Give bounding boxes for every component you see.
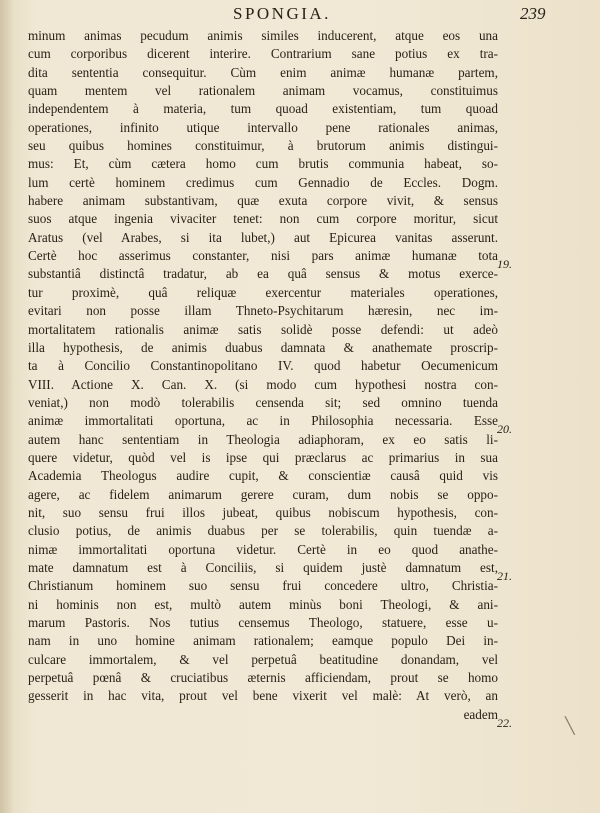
- text-line: mate damnatum est à Conciliis, si quidem justè damnatum est,: [28, 559, 498, 575]
- text-line: dita sententia consequitur. Cùm enim animæ humanæ partem,: [28, 64, 498, 80]
- margin-number: 22.: [497, 716, 512, 730]
- text-line: clusio potius, de animis duabus per se tolerabilis, quin tuendæ a-: [28, 523, 498, 539]
- print-mark: ╲: [565, 718, 575, 735]
- margin-number: 20.: [497, 422, 512, 436]
- text-line: Christianum hominem suo sensu frui concedere ultro, Christia-: [28, 578, 498, 594]
- text-line: mus: Et, cùm cætera homo cum brutis communia habeat, so-: [28, 156, 498, 172]
- text-line: VIII. Actione X. Can. X. (si modo cum hypothesi nostra con-: [28, 376, 498, 392]
- text-line: illa hypothesis, de animis duabus damnata & anathemate proscrip-: [28, 339, 498, 355]
- text-line: seu quibus homines constituimur, à brutorum animis distingui-: [28, 138, 498, 154]
- text-line: cum corporibus dicerent interire. Contrarium sane potius ex tra-: [28, 46, 498, 62]
- text-line: gesserit in hac vita, prout vel bene vixerit vel malè: At verò, an: [28, 688, 498, 704]
- text-line: quam mentem vel rationalem animam vocamus, constituimus: [28, 83, 498, 99]
- page-number: 239: [520, 4, 546, 23]
- text-line: culcare immortalem, & vel perpetuâ beatitudine donandam, vel: [28, 651, 498, 667]
- text-line: perpetuâ pœnâ & cruciatibus æternis afficiendam, prout se homo: [28, 670, 498, 686]
- text-line: quere videtur, quòd vel is ipse qui præclarus ac primarius in sua: [28, 449, 498, 465]
- text-line: Academia Theologus audire cupit, & conscientiæ causâ quid vis: [28, 468, 498, 484]
- text-line: mortalitatem rationalis animæ satis solidè posse defendi: ut adeò: [28, 321, 498, 337]
- margin-number: 21.: [497, 569, 512, 583]
- text-line: substantiâ distinctâ tradatur, ab ea quâ sensus & motus exerce-: [28, 266, 498, 282]
- text-line: nimæ immortalitati oportuna videtur. Certè in eo quod anathe-: [28, 541, 498, 557]
- catchword: eadem: [463, 706, 498, 722]
- running-title: SPONGIA.: [233, 4, 331, 23]
- text-line: tur proximè, quâ reliquæ exercentur materiales operationes,: [28, 284, 498, 300]
- text-line: veniat,) non modò tolerabilis censenda sit; sed omnino tuenda: [28, 394, 498, 410]
- text-line: lum certè hominem credimus cum Gennadio de Eccles. Dogm.: [28, 174, 498, 190]
- text-line: ni hominis non est, multò autem minùs boni Theologi, & ani-: [28, 596, 498, 612]
- text-line: autem hanc sententiam in Theologia adiaphoram, ex eo satis li-: [28, 431, 498, 447]
- text-line: evitari non posse illam Thneto-Psychitarum hæresin, nec im-: [28, 303, 498, 319]
- text-line: animæ immortalitati oportuna, ac in Philosophia necessaria. Esse: [28, 413, 498, 429]
- text-line: habere animam substantivam, quæ exuta corpore vivit, & sensus: [28, 193, 498, 209]
- text-line: Certè hoc asserimus constanter, nisi pars animæ humanæ tota: [28, 248, 498, 264]
- text-line: suos atque ingenia vivaciter tenet: non cum corpore moritur, sicut: [28, 211, 498, 227]
- text-line: independentem à materia, tum quoad existentiam, tum quoad: [28, 101, 498, 117]
- text-line: minum animas pecudum animis similes inducerent, atque eos una: [28, 28, 498, 43]
- text-line: Aratus (vel Arabes, si ita lubet,) aut Epicurea vanitas asserunt.: [28, 229, 498, 245]
- text-line: ta à Concilio Constantinopolitano IV. quod habetur Oecumenicum: [28, 358, 498, 374]
- text-line: nit, suo sensu frui illos jubeat, quibus nobiscum hypothesis, con-: [28, 504, 498, 520]
- margin-number: 19.: [497, 257, 512, 271]
- text-line: agere, ac fidelem animarum gerere curam, dum nobis se oppo-: [28, 486, 498, 502]
- text-line: operationes, infinito utique intervallo pene rationales animas,: [28, 119, 498, 135]
- text-line: nam in uno homine animam rationalem; eamque populo Dei in-: [28, 633, 498, 649]
- text-line: marum Pastoris. Nos tutius censemus Theologo, statuere, esse u-: [28, 615, 498, 630]
